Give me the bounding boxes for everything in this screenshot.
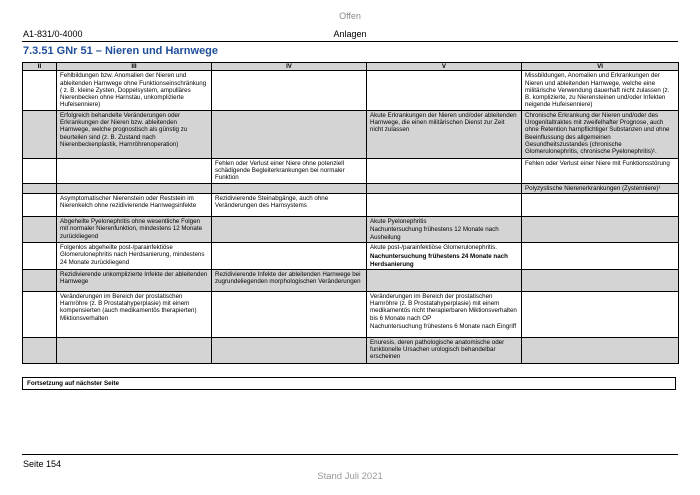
table-row xyxy=(23,110,679,158)
table-row xyxy=(23,71,679,110)
table-cell xyxy=(57,158,212,183)
classification-label: Offen xyxy=(339,11,361,21)
table-cell xyxy=(522,291,679,337)
table-cell xyxy=(23,217,57,243)
table-row xyxy=(23,217,679,243)
table-cell xyxy=(212,217,367,243)
table-cell xyxy=(522,269,679,291)
table-cell xyxy=(212,183,367,193)
table-cell xyxy=(212,71,367,110)
table-cell xyxy=(57,337,212,363)
table-cell xyxy=(522,242,679,269)
table-row xyxy=(23,158,679,183)
table-cell: Fehlen oder Verlust einer Niere mit Funktionsstörung xyxy=(522,158,679,183)
assessment-table xyxy=(22,62,679,364)
table-cell: Fehlbildungen bzw. Anomalien der Nieren und ableitenden Harnwege ohne Funktionseinschränkung ( z. B. kleine Zysten, Doppelsystem, ampulläres Nierenbecken ohne Harnstau, unkomplizierte Hufeisenniere) xyxy=(57,71,212,110)
follow-up-note: Nachuntersuchung frühestens 6 Monate nach Eingriff xyxy=(370,323,517,331)
table-cell xyxy=(23,242,57,269)
table-row xyxy=(23,194,679,217)
table-cell xyxy=(23,158,57,183)
table-cell xyxy=(212,291,367,337)
table-row xyxy=(23,337,679,363)
header-divider xyxy=(22,41,678,42)
continuation-note: Fortsetzung auf nächster Seite xyxy=(22,377,676,390)
table-row xyxy=(23,291,679,337)
table-cell: Rezidivierende unkomplizierte Infekte der ableitenden Harnwege xyxy=(57,269,212,291)
table-cell: Chronische Erkrankung der Nieren und/oder des Urogenitaltraktes mit zweifelhafter Prognose, auch ohne Retention harnpflichtiger Substanzen und ohne Beeinflussung des allgemeinen Gesundheitszustandes (chronische Glomerulonephritis, chronische Pyelonephritis)¹. xyxy=(522,110,679,158)
column-header: IV xyxy=(212,63,367,71)
column-header: VI xyxy=(522,63,679,71)
table-cell: Fehlen oder Verlust einer Niere ohne potenziell schädigende Begleiterkrankungen bei normaler Funktion xyxy=(212,158,367,183)
table-cell: Rezidivierende Steinabgänge, auch ohne Veränderungen des Harnsystems xyxy=(212,194,367,217)
table-cell xyxy=(367,194,522,217)
table-cell xyxy=(23,291,57,337)
table-cell xyxy=(212,337,367,363)
table-cell xyxy=(522,194,679,217)
table-cell: Veränderungen im Bereich der prostatischen Harnröhre (z. B Prostatahyperplasie) mit einem kompensierten (auch medikamentös therapierten) Miktionsverhalten xyxy=(57,291,212,337)
table-cell xyxy=(57,183,212,193)
table-cell: Akute Erkrankungen der Nieren und/oder ableitenden Harnwege, die einen militärischen Dienst zur Zeit nicht zulassen xyxy=(367,110,522,158)
table-cell xyxy=(212,110,367,158)
page-title: 7.3.51 GNr 51 – Nieren und Harnwege xyxy=(23,45,219,57)
table-cell: Veränderungen im Bereich der prostatischen Harnröhre (z. B Prostatahyperplasie) mit einem medikamentös nicht therapierbaren Miktionsverhalten bis 6 Monate nach OP Nachuntersuchung frühestens 6 Monate nach Eingriff xyxy=(367,291,522,337)
table-cell: Asymptomatischer Nierenstein oder Reststein im Nierenkelch ohne rezidivierende Harnwegsinfekte xyxy=(57,194,212,217)
table-row xyxy=(23,269,679,291)
table-header-row xyxy=(23,63,679,71)
document-id: A1-831/0-4000 xyxy=(23,29,83,39)
table-cell xyxy=(23,110,57,158)
table-cell xyxy=(23,194,57,217)
follow-up-note: Nachuntersuchung frühestens 24 Monate nach Herdsanierung xyxy=(370,253,508,268)
follow-up-note: Nachuntersuchung frühestens 12 Monate nach Ausheilung xyxy=(370,226,499,241)
table-cell xyxy=(367,71,522,110)
table-cell xyxy=(23,71,57,110)
table-row xyxy=(23,242,679,269)
table-cell xyxy=(23,183,57,193)
table-cell: Akute Pyelonephritis Nachuntersuchung frühestens 12 Monate nach Ausheilung xyxy=(367,217,522,243)
table-cell xyxy=(367,183,522,193)
table-cell: Polyzystische Nierenerkrankungen (Zystenniere)¹ xyxy=(522,183,679,193)
table-cell: Erfolgreich behandelte Veränderungen oder Erkrankungen der Nieren bzw. ableitenden Harnwege, welche prognostisch als günstig zu beurteilen sind (z. B. Zustand nach Nierenbeckenplastik, Harnröhrenoperation) xyxy=(57,110,212,158)
table-cell: Enuresis, deren pathologische anatomische oder funktionelle Ursachen urologisch behandelbar erscheinen xyxy=(367,337,522,363)
table-cell xyxy=(522,337,679,363)
table-cell xyxy=(212,242,367,269)
table-cell: Akute post-/parainfektiöse Glomerulonephritis. Nachuntersuchung frühestens 24 Monate nach Herdsanierung xyxy=(367,242,522,269)
table-cell xyxy=(23,337,57,363)
table-cell: Missbildungen, Anomalien und Erkrankungen der Nieren und ableitenden Harnwege, welche eine militärische Verwendung dauerhaft nicht zulassen (z. B. komplizierte, zu Nierensteinen und/oder Infekten neigende Hufeisenniere) xyxy=(522,71,679,110)
column-header: III xyxy=(57,63,212,71)
table-cell: Folgenlos abgeheilte post-/parainfektiöse Glomerulonephritis nach Herdsanierung, mindestens 24 Monate zurückliegend xyxy=(57,242,212,269)
table-cell: Abgeheilte Pyelonephritis ohne wesentliche Folgen mit normaler Nierenfunktion, mindestens 12 Monate zurückliegend xyxy=(57,217,212,243)
edition-date: Stand Juli 2021 xyxy=(317,471,383,482)
column-header: II xyxy=(23,63,57,71)
column-header: V xyxy=(367,63,522,71)
table-row xyxy=(23,183,679,193)
table-cell: Rezidivierende Infekte der ableitenden Harnwege bei zugrundeliegenden morphologischen Veränderungen xyxy=(212,269,367,291)
table-cell xyxy=(522,217,679,243)
table-cell xyxy=(367,269,522,291)
table-cell xyxy=(367,158,522,183)
footer-divider xyxy=(22,454,678,455)
page-number: Seite 154 xyxy=(23,459,62,469)
table-cell xyxy=(23,269,57,291)
section-label: Anlagen xyxy=(333,29,367,39)
